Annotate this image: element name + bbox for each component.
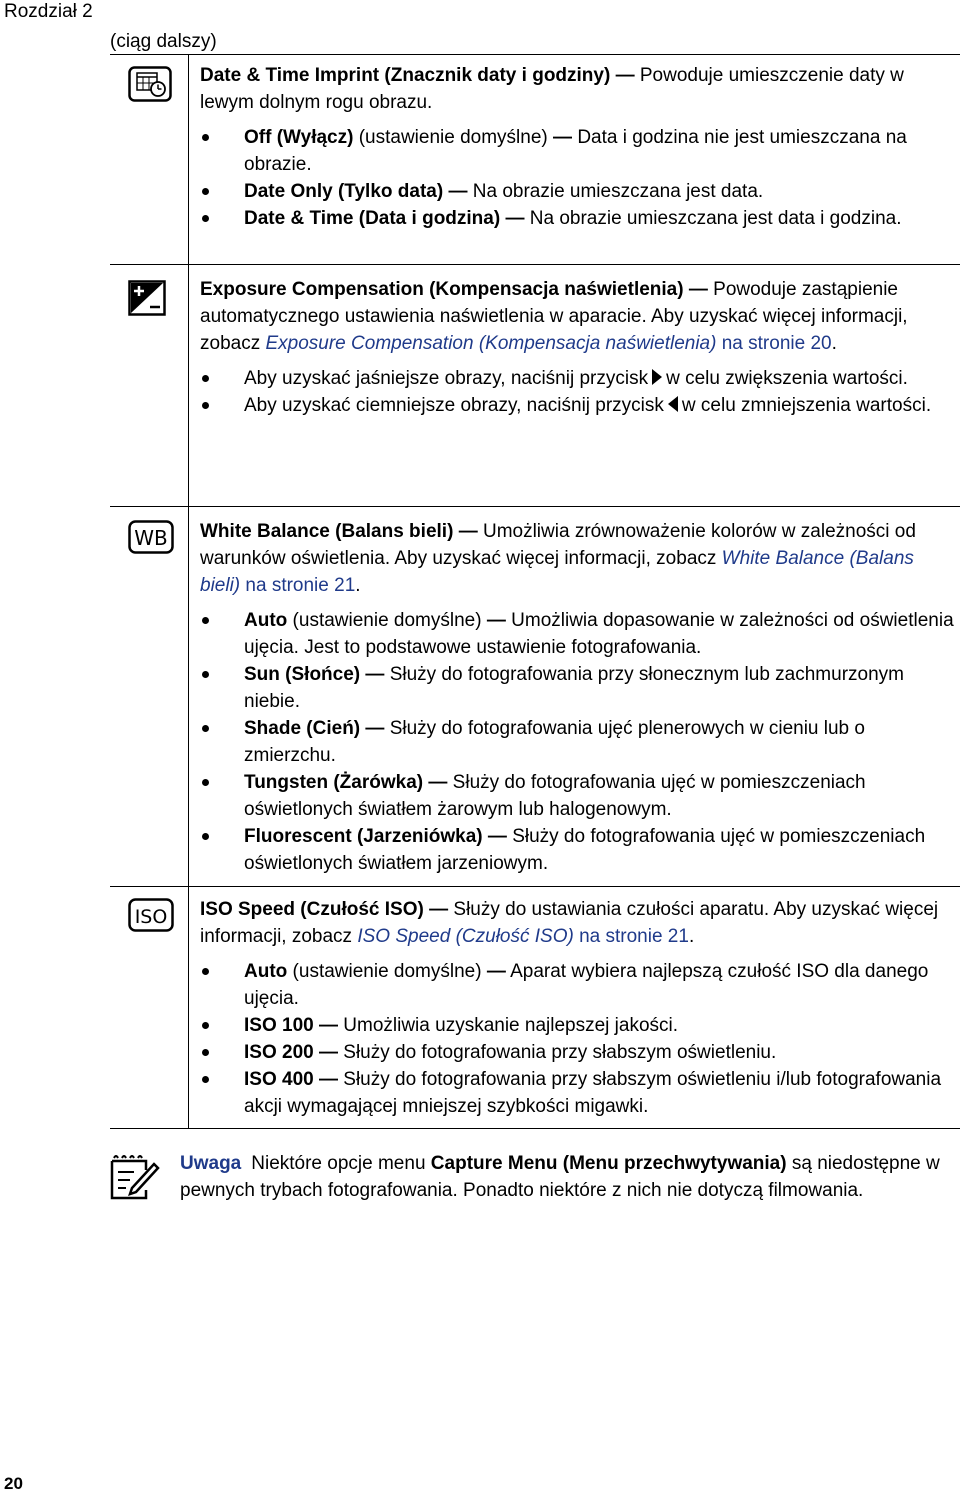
calendar-clock-icon [128,66,172,110]
list-item: ISO 400 — Służy do fotografowania przy słabszym oświetleniu i/lub fotografowania akcji wymagającej mniejszej szybkości migawki. [200,1066,955,1120]
exposure-compensation-cell [200,276,955,419]
right-arrow-icon [651,368,663,386]
table-row-divider [110,506,960,507]
iso-description: ISO Speed (Czułość ISO) — Służy do ustawiania czułości aparatu. Aby uzyskać więcej informacji, zobacz ISO Speed (Czułość ISO) na stronie 21. [200,899,939,947]
note-text: Uwaga Niektóre opcje menu Capture Menu (Menu przechwytywania) są niedostępne w pewnych trybach fotografowania. Ponadto niektóre z nich nie dotyczą filmowania. [180,1153,940,1201]
list-item: Off (Wyłącz) (ustawienie domyślne) — Data i godzina nie jest umieszczana na obrazie. [200,124,955,178]
list-item: Aby uzyskać jaśniejsze obrazy, naciśnij przycisk w celu zwiększenia wartości. [200,365,955,392]
list-item: Date & Time (Data i godzina) — Na obrazie umieszczana jest data i godzina. [200,205,955,232]
exposure-link[interactable]: Exposure Compensation (Kompensacja naświetlenia) na stronie 20 [265,333,832,354]
date-time-description: Date & Time Imprint (Znacznik daty i godziny) — Powoduje umieszczenie daty w lewym dolnym rogu obrazu. [200,65,904,113]
iso-icon [128,898,174,940]
note-pencil-icon [108,1152,160,1210]
exposure-options [200,365,955,419]
left-arrow-icon [667,395,679,413]
list-item: Aby uzyskać ciemniejsze obrazy, naciśnij przycisk w celu zmniejszenia wartości. [200,392,955,419]
svg-text:ISO: ISO [134,906,168,928]
note-label: Uwaga [180,1153,242,1174]
list-item: Tungsten (Żarówka) — Służy do fotografowania ujęć w pomieszczeniach oświetlonych światłem żarowym lub halogenowym. [200,769,955,823]
iso-link[interactable]: ISO Speed (Czułość ISO) na stronie 21 [357,926,689,947]
list-item: Sun (Słońce) — Służy do fotografowania przy słonecznym lub zachmurzonym niebie. [200,661,955,715]
white-balance-link[interactable]: White Balance (Balans bieli) na stronie 21 [200,548,914,596]
table-row-divider [110,264,960,265]
table-bottom-border [110,1128,960,1129]
list-item: Shade (Cień) — Służy do fotografowania ujęć plenerowych w cieniu lub o zmierzchu. [200,715,955,769]
white-balance-options [200,607,955,877]
date-time-options [200,124,955,232]
table-column-divider [188,54,189,1128]
list-item: Date Only (Tylko data) — Na obrazie umieszczana jest data. [200,178,955,205]
list-item: ISO 100 — Umożliwia uzyskanie najlepszej jakości. [200,1012,955,1039]
list-item: Auto (ustawienie domyślne) — Aparat wybiera najlepszą czułość ISO dla danego ujęcia. [200,958,955,1012]
list-item: Auto (ustawienie domyślne) — Umożliwia dopasowanie w zależności od oświetlenia ujęcia. Jest to podstawowe ustawienie fotografowania. [200,607,955,661]
exposure-description: Exposure Compensation (Kompensacja naświetlenia) — Powoduje zastąpienie automatycznego ustawienia naświetlenia w aparacie. Aby uzyskać więcej informacji, zobacz Exposure Compensation (Kompensacja naświetlenia) na stronie 20. [200,279,908,354]
continued-label: (ciąg dalszy) [110,31,217,52]
date-time-imprint-cell [200,62,955,232]
exposure-compensation-icon [128,280,166,324]
list-item: ISO 200 — Służy do fotografowania przy słabszym oświetleniu. [200,1039,955,1066]
page-number: 20 [4,1474,23,1493]
iso-speed-cell [200,896,955,1120]
table-top-border [110,54,960,55]
table-row-divider [110,886,960,887]
chapter-title: Rozdział 2 [4,1,93,22]
iso-options [200,958,955,1120]
white-balance-description: White Balance (Balans bieli) — Umożliwia zrównoważenie kolorów w zależności od warunków oświetlenia. Aby uzyskać więcej informacji, zobacz White Balance (Balans bieli) na stronie 21. [200,521,916,596]
white-balance-cell [200,518,955,877]
wb-icon [128,520,174,562]
list-item: Fluorescent (Jarzeniówka) — Służy do fotografowania ujęć w pomieszczeniach oświetlonych światłem jarzeniowym. [200,823,955,877]
svg-text:WB: WB [134,526,168,550]
